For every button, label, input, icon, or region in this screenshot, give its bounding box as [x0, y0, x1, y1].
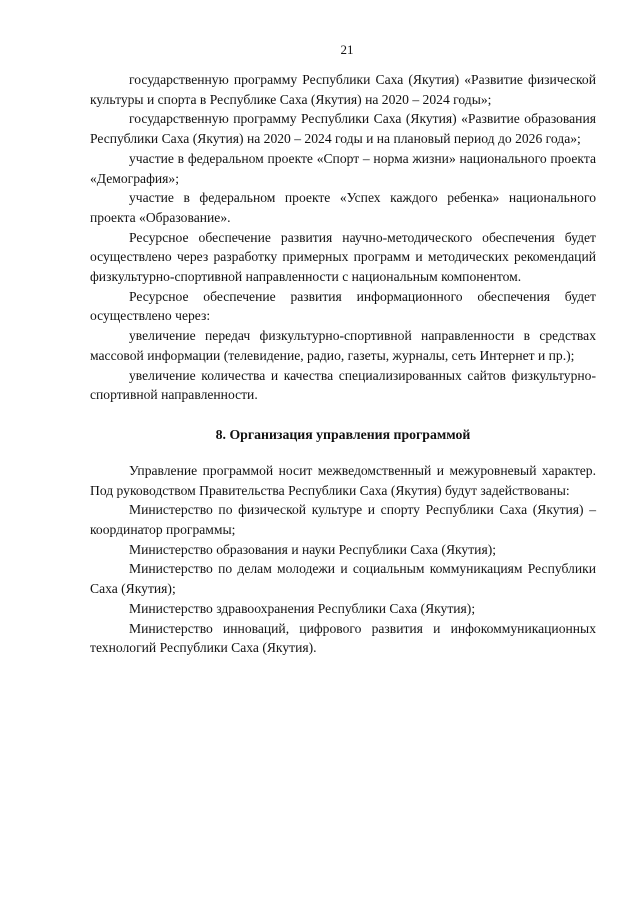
paragraph: участие в федеральном проекте «Успех каждого ребенка» национального проекта «Образование».: [90, 190, 596, 225]
paragraph: Ресурсное обеспечение развития научно-методического обеспечения будет осуществлено через разработку примерных программ и методических рекомендаций физкультурно-спортивной направленности с национальным компонентом.: [90, 229, 596, 285]
paragraph: участие в федеральном проекте «Спорт – норма жизни» национального проекта «Демография»;: [90, 150, 596, 186]
paragraph: государственную программу Республики Саха (Якутия) «Развитие образования Республики Саха (Якутия) на 2020 – 2024 годы и на плановый период до 2026 года»;: [90, 111, 596, 147]
paragraph: увеличение передач физкультурно-спортивной направленности в средствах массовой информации (телевидение, радио, газеты, журналы, сеть Интернет и пр.);: [90, 328, 596, 363]
paragraph: Министерство здравоохранения Республики Саха (Якутия);: [129, 600, 476, 616]
paragraph: Министерство по делам молодежи и социальным коммуникациям Республики Саха (Якутия);: [90, 561, 596, 597]
paragraph: Управление программой носит межведомственный и межуровневый характер. Под руководством Правительства Республики Саха (Якутия) будут задействованы:: [90, 462, 596, 498]
body-text-bottom: [90, 461, 596, 658]
paragraph: государственную программу Республики Саха (Якутия) «Развитие физической культуры и спорта в Республике Саха (Якутия) на 2020 – 2024 годы»;: [90, 72, 596, 107]
paragraph: Ресурсное обеспечение развития информационного обеспечения будет осуществлено через:: [90, 288, 596, 324]
body-text-top: [90, 70, 596, 405]
paragraph: Министерство инноваций, цифрового развития и инфокоммуникационных технологий Республики Саха (Якутия).: [90, 620, 596, 656]
paragraph: Министерство по физической культуре и спорту Республики Саха (Якутия) – координатор программы;: [90, 502, 596, 538]
paragraph: Министерство образования и науки Республики Саха (Якутия);: [129, 541, 496, 557]
paragraph: увеличение количества и качества специализированных сайтов физкультурно-спортивной направленности.: [90, 367, 596, 403]
section-heading: 8. Организация управления программой: [215, 426, 471, 442]
page-number: 21: [340, 42, 354, 57]
